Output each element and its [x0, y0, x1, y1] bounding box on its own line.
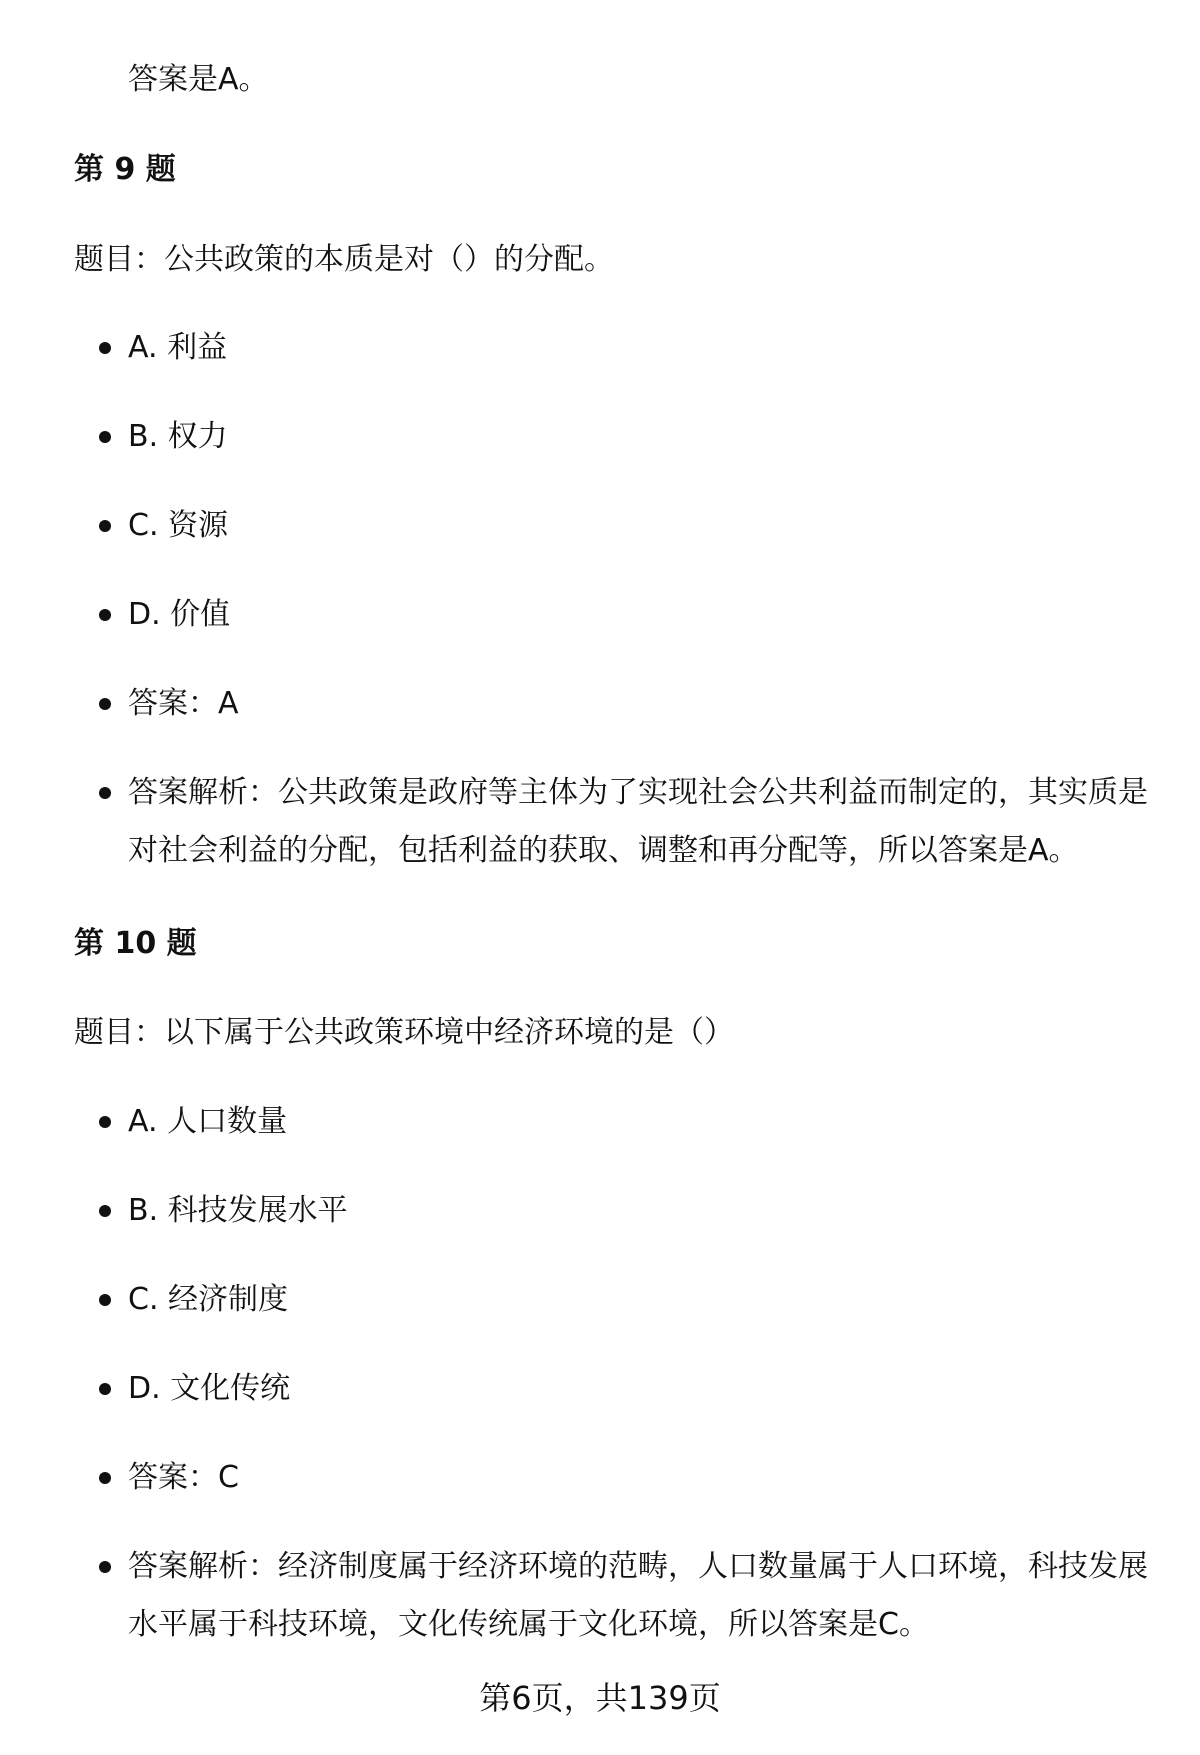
bullet-icon [99, 1205, 111, 1217]
bullet-icon [99, 1116, 111, 1128]
option-text: A. 人口数量 [128, 1104, 288, 1139]
analysis-text: 答案解析：公共政策是政府等主体为了实现社会公共利益而制定的，其实质是对社会利益的分配，包括利益的获取、调整和再分配等，所以答案是A。 [128, 775, 1148, 868]
option-text: C. 经济制度 [128, 1282, 289, 1317]
option-text: C. 资源 [128, 508, 229, 543]
analysis-text: 答案解析：经济制度属于经济环境的范畴，人口数量属于人口环境，科技发展水平属于科技环境，文化传统属于文化环境，所以答案是C。 [128, 1549, 1148, 1642]
question-9-heading: 第 9 题 [74, 152, 176, 187]
bullet-icon [99, 698, 111, 710]
page-number-footer: 第6页，共139页 [479, 1679, 721, 1717]
bullet-icon [99, 787, 111, 799]
previous-answer-tail: 答案是A。 [128, 62, 269, 97]
option-text: D. 文化传统 [128, 1371, 291, 1406]
bullet-icon [99, 342, 111, 354]
option-text: B. 权力 [128, 419, 228, 454]
option-text: A. 利益 [128, 330, 228, 365]
question-10-heading: 第 10 题 [74, 926, 197, 961]
bullet-icon [99, 1294, 111, 1306]
option-text: B. 科技发展水平 [128, 1193, 348, 1228]
bullet-icon [99, 520, 111, 532]
question-10-stem: 题目：以下属于公共政策环境中经济环境的是（） [74, 1015, 734, 1050]
bullet-icon [99, 1472, 111, 1484]
bullet-icon [99, 1561, 111, 1573]
option-text: D. 价值 [128, 597, 231, 632]
bullet-icon [99, 609, 111, 621]
answer-text: 答案：C [128, 1460, 239, 1495]
bullet-icon [99, 1383, 111, 1395]
question-9-stem: 题目：公共政策的本质是对（）的分配。 [74, 242, 614, 277]
answer-text: 答案：A [128, 686, 239, 721]
bullet-icon [99, 431, 111, 443]
